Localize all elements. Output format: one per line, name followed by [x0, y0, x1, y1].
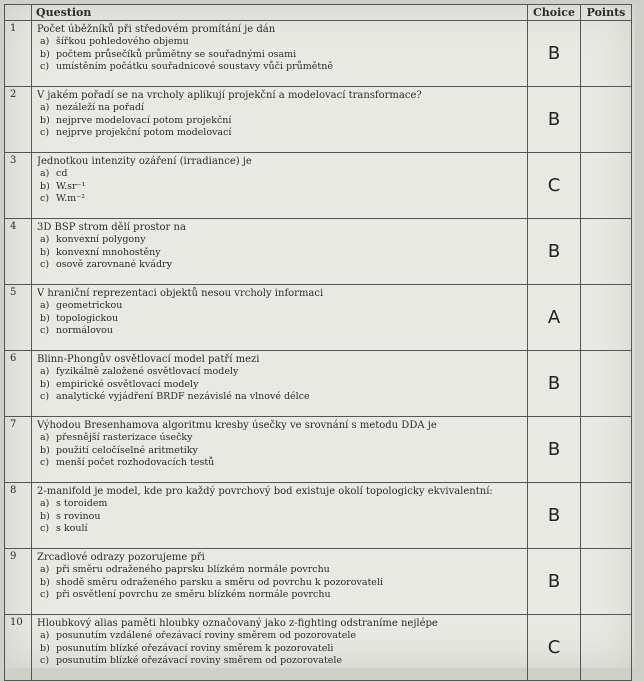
question-cell	[32, 615, 528, 681]
points-cell[interactable]	[581, 615, 632, 681]
question-text: V jakém pořadí se na vrcholy aplikují projekční a modelovací transformace?	[37, 90, 422, 101]
option-text: při osvětlení povrchu ze směru blízkém normále povrchu	[56, 589, 331, 600]
option-a	[37, 102, 523, 115]
option-text: posunutím vzdálené ořezávací roviny směrem od pozorovatele	[56, 630, 357, 641]
question-number	[5, 21, 32, 87]
question-row	[5, 615, 632, 681]
option-label: a)	[40, 630, 50, 641]
option-text: fyzikálně založené osvětlovací modely	[56, 366, 239, 377]
option-label: c)	[40, 259, 50, 270]
header-question: Question	[32, 5, 528, 21]
choice-cell[interactable]	[528, 153, 581, 219]
choice-cell[interactable]	[528, 483, 581, 549]
question-text: Zrcadlové odrazy pozorujeme při	[37, 552, 205, 563]
option-text: konvexní polygony	[56, 234, 146, 245]
option-c	[37, 391, 523, 404]
question-row	[5, 87, 632, 153]
option-text: osově zarovnané kvádry	[56, 259, 172, 270]
header-choice: Choice	[528, 5, 581, 21]
option-text: shodě směru odraženého parsku a směru od povrchu k pozorovateli	[56, 576, 383, 588]
option-label: b)	[40, 180, 50, 192]
option-text: použití celočíselné aritmetiky	[56, 444, 198, 456]
choice-cell[interactable]	[528, 549, 581, 615]
option-text: menší počet rozhodovacích testů	[56, 457, 215, 468]
points-cell[interactable]	[581, 549, 632, 615]
option-b	[37, 643, 523, 656]
choice-answer: B	[547, 109, 561, 130]
choice-answer: B	[547, 505, 561, 526]
option-label: c)	[40, 589, 50, 600]
choice-cell[interactable]	[528, 285, 581, 351]
option-text: nezáleží na pořadí	[56, 102, 145, 113]
question-text: Výhodou Bresenhamova algoritmu kresby úsečky ve srovnání s metodu DDA je	[37, 420, 437, 431]
question-number-text: 3	[10, 155, 17, 166]
option-a	[37, 234, 523, 247]
option-a	[37, 366, 523, 379]
points-cell[interactable]	[581, 351, 632, 417]
question-row	[5, 21, 632, 87]
question-number-text: 6	[10, 353, 17, 364]
option-text: posunutím blízké ořezávací roviny směrem od pozorovatele	[56, 655, 343, 666]
option-b	[37, 313, 523, 326]
question-number-text: 1	[10, 23, 17, 34]
question-number	[5, 615, 32, 681]
points-cell[interactable]	[581, 483, 632, 549]
question-cell	[32, 483, 528, 549]
option-c	[37, 589, 523, 602]
option-text: umístěním počátku souřadnicové soustavy vůči průmětně	[56, 61, 333, 72]
option-text: nejprve projekční potom modelovací	[56, 127, 232, 138]
option-c	[37, 259, 523, 272]
question-number-text: 5	[10, 287, 17, 298]
option-text: empirické osvětlovací modely	[56, 378, 199, 390]
option-label: a)	[40, 168, 50, 179]
choice-answer: A	[547, 307, 561, 328]
option-label: b)	[40, 510, 50, 522]
option-label: a)	[40, 234, 50, 245]
option-label: b)	[40, 444, 50, 456]
option-label: b)	[40, 576, 50, 588]
option-c	[37, 457, 523, 470]
option-label: c)	[40, 325, 50, 336]
points-cell[interactable]	[581, 153, 632, 219]
option-a	[37, 498, 523, 511]
question-number	[5, 417, 32, 483]
option-a	[37, 300, 523, 313]
option-label: c)	[40, 127, 50, 138]
option-label: b)	[40, 114, 50, 126]
question-rows	[5, 21, 632, 681]
question-number-text: 8	[10, 485, 17, 496]
option-text: posunutím blízké ořezávací roviny směrem k pozorovateli	[56, 642, 334, 654]
question-number-text: 9	[10, 551, 17, 562]
choice-answer: C	[547, 637, 561, 658]
option-label: a)	[40, 564, 50, 575]
option-a	[37, 36, 523, 49]
option-b	[37, 445, 523, 458]
question-row	[5, 483, 632, 549]
choice-cell[interactable]	[528, 417, 581, 483]
option-label: a)	[40, 366, 50, 377]
question-row	[5, 153, 632, 219]
option-label: b)	[40, 48, 50, 60]
option-b	[37, 247, 523, 260]
question-cell	[32, 219, 528, 285]
choice-answer: C	[547, 175, 561, 196]
option-text: nejprve modelovací potom projekční	[56, 114, 232, 126]
option-label: a)	[40, 432, 50, 443]
option-c	[37, 193, 523, 206]
option-label: c)	[40, 655, 50, 666]
choice-cell[interactable]	[528, 87, 581, 153]
option-a	[37, 168, 523, 181]
question-number	[5, 219, 32, 285]
question-text: 3D BSP strom dělí prostor na	[37, 222, 186, 233]
option-label: c)	[40, 523, 50, 534]
option-b	[37, 49, 523, 62]
question-number	[5, 285, 32, 351]
question-number-text: 7	[10, 419, 17, 430]
question-cell	[32, 21, 528, 87]
option-text: normálovou	[56, 325, 114, 336]
option-b	[37, 577, 523, 590]
choice-cell[interactable]	[528, 615, 581, 681]
question-number	[5, 153, 32, 219]
points-cell[interactable]	[581, 87, 632, 153]
option-text: počtem průsečíků průmětny se souřadnými osami	[56, 48, 297, 60]
points-cell[interactable]	[581, 285, 632, 351]
option-text: W.m⁻²	[56, 193, 85, 204]
option-label: c)	[40, 391, 50, 402]
option-label: a)	[40, 102, 50, 113]
option-text: šířkou pohledového objemu	[56, 36, 189, 47]
option-text: s koulí	[56, 523, 88, 534]
points-cell[interactable]	[581, 219, 632, 285]
option-text: přesnější rasterizace úsečky	[56, 432, 193, 443]
option-label: c)	[40, 61, 50, 72]
choice-cell[interactable]	[528, 219, 581, 285]
option-label: a)	[40, 36, 50, 47]
option-b	[37, 379, 523, 392]
question-row	[5, 351, 632, 417]
option-b	[37, 511, 523, 524]
choice-answer: B	[547, 373, 561, 394]
header-row	[5, 5, 632, 21]
question-text: Počet úběžníků při středovém promítání je dán	[37, 24, 276, 35]
question-cell	[32, 417, 528, 483]
option-c	[37, 655, 523, 668]
quiz-table	[4, 4, 632, 681]
question-cell	[32, 285, 528, 351]
option-label: c)	[40, 193, 50, 204]
option-text: topologickou	[56, 312, 119, 324]
option-label: b)	[40, 312, 50, 324]
option-text: W.sr⁻¹	[56, 180, 86, 192]
option-b	[37, 181, 523, 194]
question-cell	[32, 549, 528, 615]
option-text: při směru odraženého paprsku blízkém normále povrchu	[56, 564, 330, 575]
question-row	[5, 285, 632, 351]
question-number	[5, 87, 32, 153]
option-text: s toroidem	[56, 498, 108, 509]
question-number-text: 10	[10, 617, 23, 628]
option-a	[37, 432, 523, 445]
question-number	[5, 549, 32, 615]
question-cell	[32, 153, 528, 219]
option-label: b)	[40, 642, 50, 654]
option-label: a)	[40, 300, 50, 311]
question-text: 2-manifold je model, kde pro každý povrchový bod existuje okolí topologicky ekvivalentní:	[37, 486, 493, 497]
option-c	[37, 127, 523, 140]
question-text: Jednotkou intenzity ozáření (irradiance) je	[37, 156, 252, 167]
option-label: c)	[40, 457, 50, 468]
option-text: konvexní mnohostěny	[56, 246, 161, 258]
option-text: analytické vyjádření BRDF nezávislé na vlnové délce	[56, 391, 310, 402]
question-cell	[32, 87, 528, 153]
question-text: Hloubkový alias paměti hloubky označovaný jako z-fighting odstraníme nejlépe	[37, 618, 438, 629]
choice-cell[interactable]	[528, 351, 581, 417]
option-label: a)	[40, 498, 50, 509]
option-text: cd	[56, 168, 68, 179]
question-text: V hraniční reprezentaci objektů nesou vrcholy informaci	[37, 288, 324, 299]
question-cell	[32, 351, 528, 417]
option-text: geometrickou	[56, 300, 123, 311]
question-number	[5, 351, 32, 417]
question-text: Blinn-Phongův osvětlovací model patří mezi	[37, 354, 260, 365]
question-row	[5, 417, 632, 483]
option-c	[37, 325, 523, 338]
option-b	[37, 115, 523, 128]
question-number-text: 4	[10, 221, 17, 232]
header-points: Points	[581, 5, 632, 21]
choice-cell[interactable]	[528, 21, 581, 87]
question-number	[5, 483, 32, 549]
question-number-text: 2	[10, 89, 17, 100]
choice-answer: B	[547, 43, 561, 64]
option-c	[37, 61, 523, 74]
option-a	[37, 564, 523, 577]
header-num	[5, 5, 32, 21]
question-row	[5, 219, 632, 285]
option-c	[37, 523, 523, 536]
points-cell[interactable]	[581, 417, 632, 483]
option-label: b)	[40, 246, 50, 258]
question-row	[5, 549, 632, 615]
option-a	[37, 630, 523, 643]
points-cell[interactable]	[581, 21, 632, 87]
choice-answer: B	[547, 439, 561, 460]
choice-answer: B	[547, 241, 561, 262]
exam-sheet	[4, 4, 635, 668]
choice-answer: B	[547, 571, 561, 592]
option-text: s rovinou	[56, 510, 101, 522]
option-label: b)	[40, 378, 50, 390]
